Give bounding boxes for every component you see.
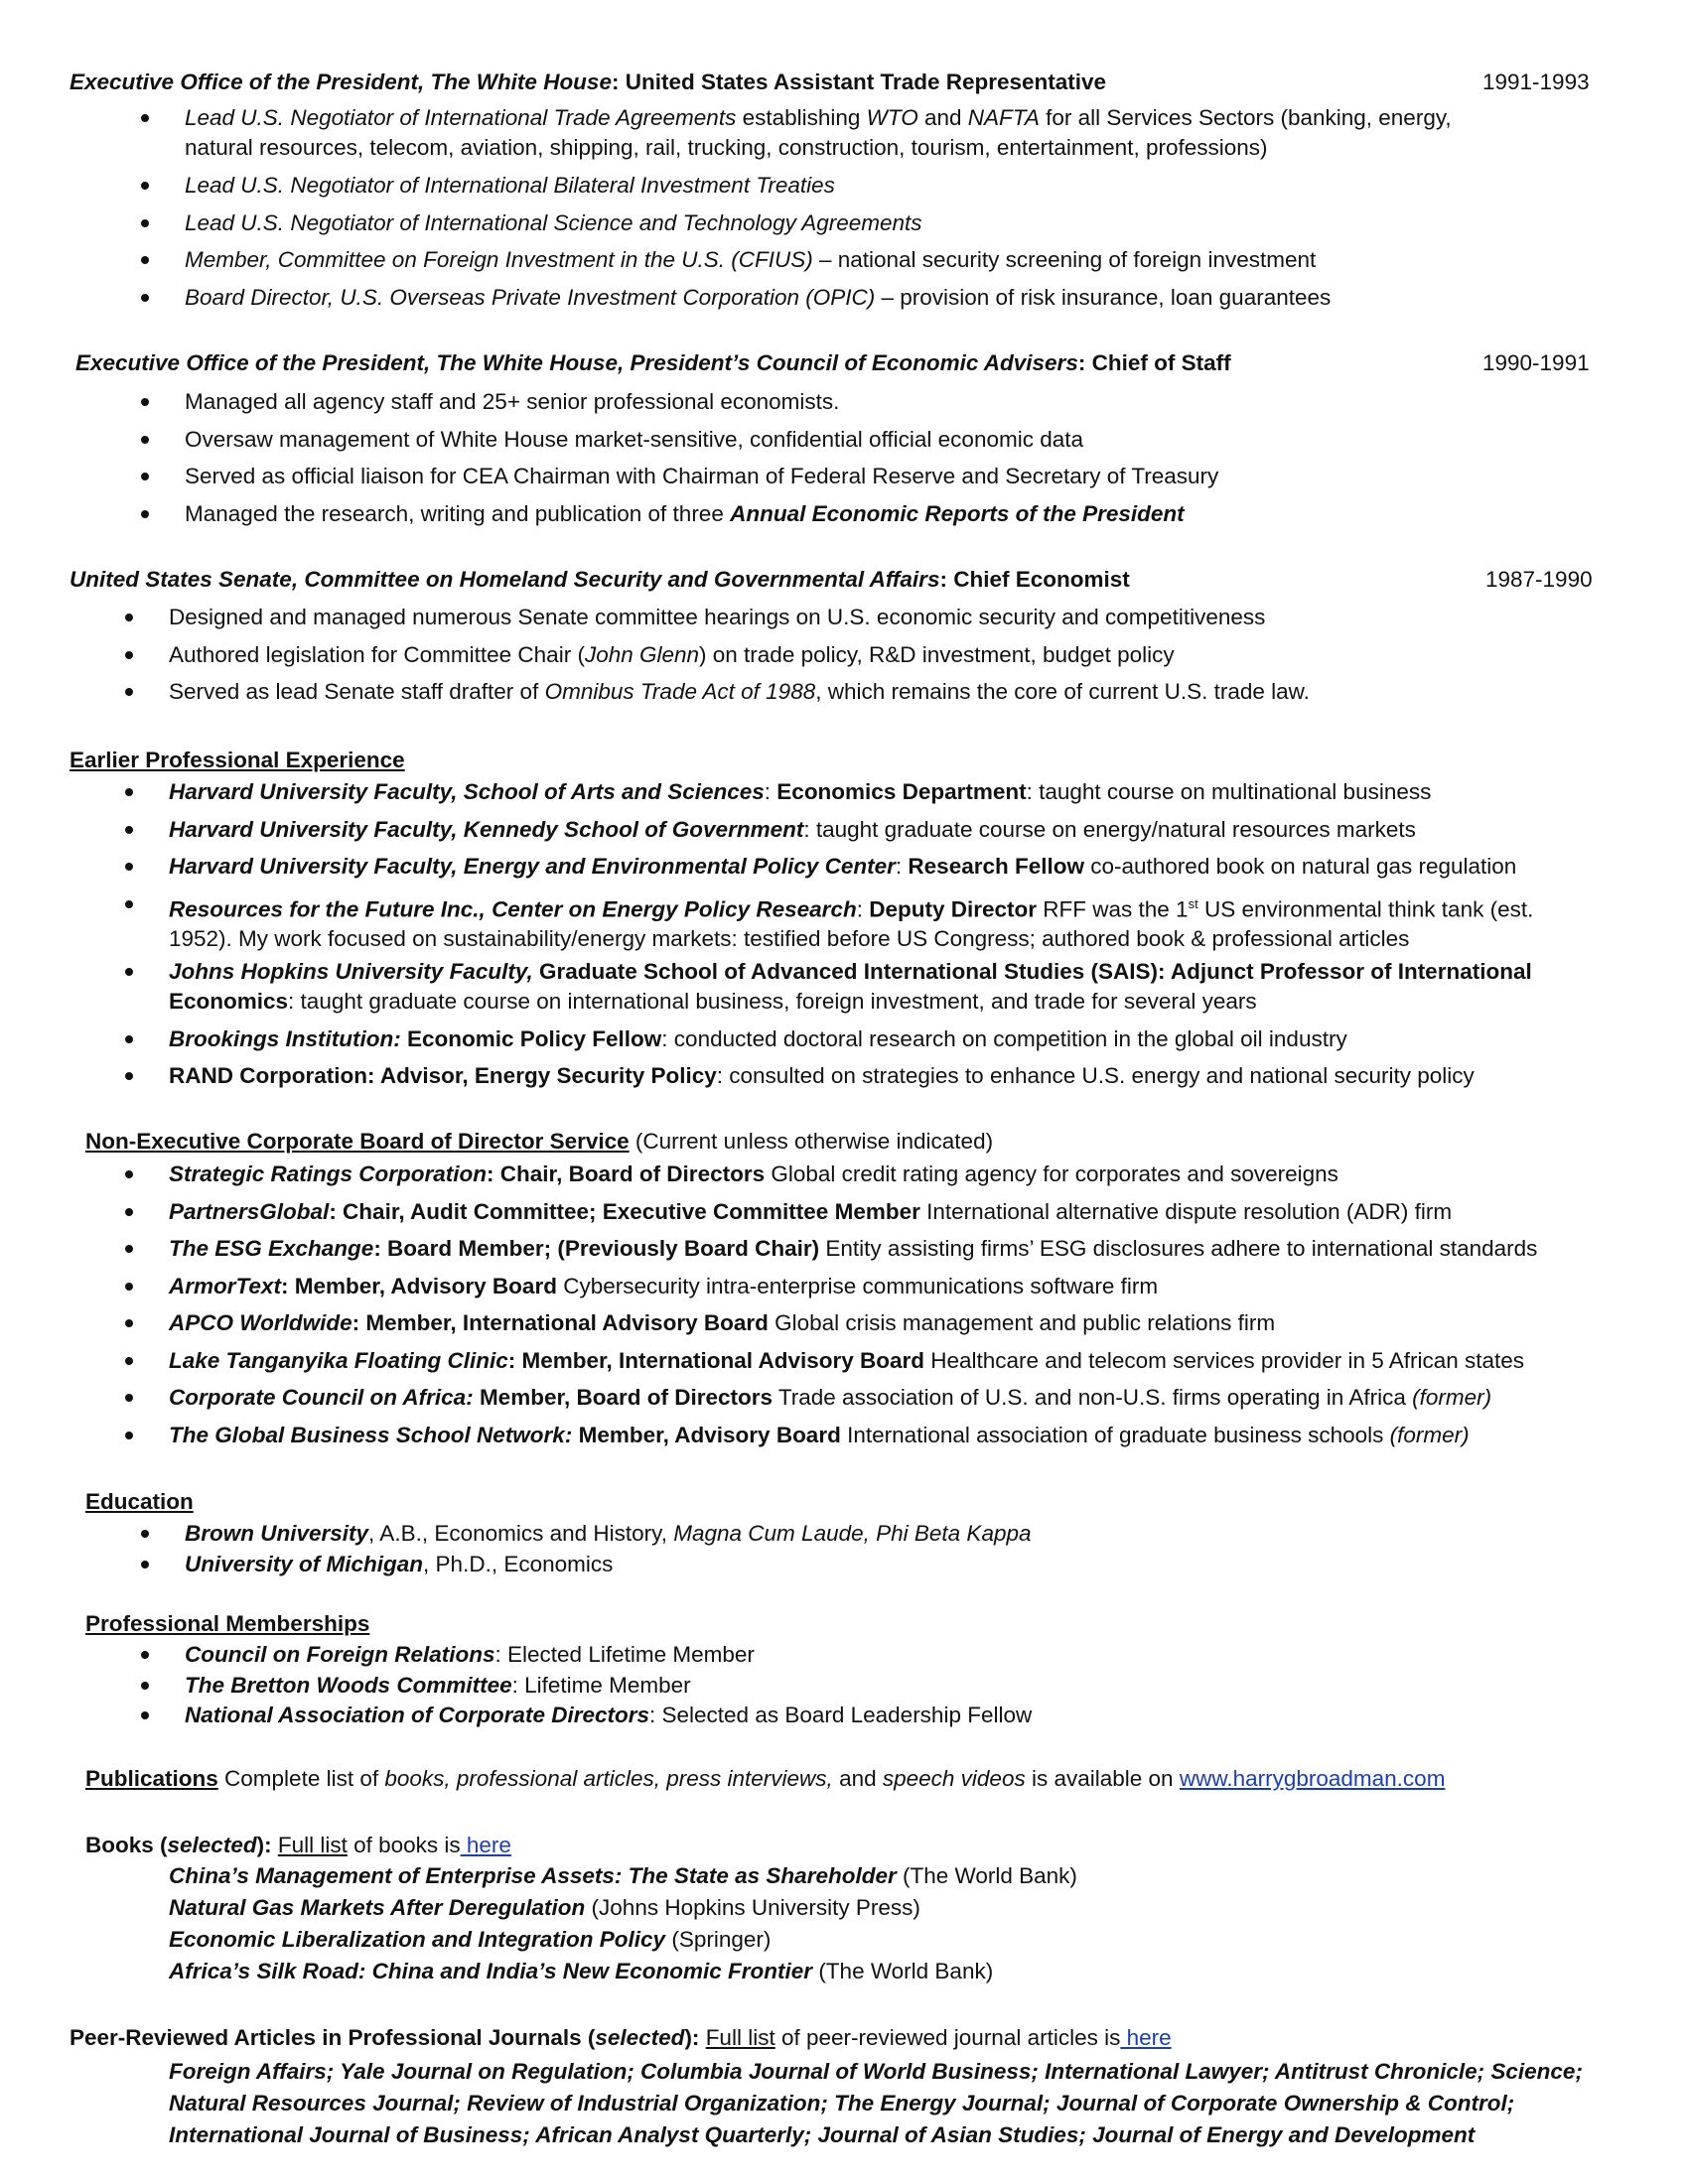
bullet-list bbox=[169, 777, 1579, 1099]
list-item: Johns Hopkins University Faculty, Graduate School of Advanced International Studies (SAIS): Adjunct Professor of International Economics: taught graduate course on international business, foreign investment, and trade for several years bbox=[169, 957, 1579, 1024]
years: 1990-1991 bbox=[1482, 350, 1590, 375]
list-item: APCO Worldwide: Member, International Advisory Board Global crisis management and public relations firm bbox=[169, 1308, 1609, 1346]
years: 1991-1993 bbox=[1482, 69, 1590, 94]
list-item: Harvard University Faculty, Kennedy School of Government: taught graduate course on energy/natural resources markets bbox=[169, 815, 1579, 853]
books-here-link[interactable]: here bbox=[460, 1833, 511, 1857]
list-item: Lead U.S. Negotiator of International Science and Technology Agreements bbox=[185, 208, 1476, 246]
book-item: Africa’s Silk Road: China and India’s New Economic Frontier (The World Bank) bbox=[169, 1959, 994, 1983]
role-title: Chief of Staff bbox=[1091, 350, 1231, 375]
section-title-books: Books bbox=[85, 1833, 154, 1857]
role-title: United States Assistant Trade Representative bbox=[625, 69, 1107, 94]
list-item: Managed all agency staff and 25+ senior professional economists. bbox=[185, 387, 1476, 425]
section-title-education: Education bbox=[85, 1489, 194, 1514]
journals-full-list-link[interactable]: Full list bbox=[705, 2025, 775, 2050]
books-full-list-link[interactable]: Full list bbox=[277, 1833, 348, 1857]
list-item: Member, Committee on Foreign Investment in the U.S. (CFIUS) – national security screening of foreign investment bbox=[185, 245, 1476, 283]
list-item: The ESG Exchange: Board Member; (Previously Board Chair) Entity assisting firms’ ESG disclosures adhere to international standards bbox=[169, 1234, 1609, 1272]
section-note: (Current unless otherwise indicated) bbox=[629, 1129, 994, 1154]
list-item: ArmorText: Member, Advisory Board Cybersecurity intra-enterprise communications software firm bbox=[169, 1272, 1609, 1309]
list-item: The Global Business School Network: Member, Advisory Board International association of graduate business schools (former) bbox=[169, 1421, 1609, 1458]
journal-list-line: Foreign Affairs; Yale Journal on Regulation; Columbia Journal of World Business; International Lawyer; Antitrust Chronicle; Science; bbox=[169, 2059, 1583, 2084]
bullet-list bbox=[185, 1640, 1476, 1731]
journal-list-line: Natural Resources Journal; Review of Industrial Organization; The Energy Journal; Journal of Corporate Ownership & Control; bbox=[169, 2091, 1515, 2116]
list-item: PartnersGlobal: Chair, Audit Committee; Executive Committee Member International alternative dispute resolution (ADR) firm bbox=[169, 1197, 1609, 1235]
list-item: Oversaw management of White House market-sensitive, confidential official economic data bbox=[185, 425, 1476, 463]
list-item: The Bretton Woods Committee: Lifetime Member bbox=[185, 1671, 1476, 1702]
list-item: National Association of Corporate Directors: Selected as Board Leadership Fellow bbox=[185, 1701, 1476, 1731]
list-item: Harvard University Faculty, School of Arts and Sciences: Economics Department: taught course on multinational business bbox=[169, 777, 1579, 815]
list-item: Council on Foreign Relations: Elected Lifetime Member bbox=[185, 1640, 1476, 1671]
years: 1987-1990 bbox=[1485, 567, 1593, 592]
section-title-memberships: Professional Memberships bbox=[85, 1611, 370, 1636]
list-item: Served as official liaison for CEA Chairman with Chairman of Federal Reserve and Secretary of Treasury bbox=[185, 462, 1476, 499]
list-item: University of Michigan, Ph.D., Economics bbox=[185, 1550, 1476, 1580]
role-title: Chief Economist bbox=[953, 567, 1130, 592]
books-heading: Books (selected): Full list of books is here bbox=[85, 1833, 511, 1857]
bullet-list bbox=[185, 387, 1476, 536]
bullet-list bbox=[185, 103, 1476, 320]
list-item: Board Director, U.S. Overseas Private Investment Corporation (OPIC) – provision of risk insurance, loan guarantees bbox=[185, 283, 1476, 321]
book-item: Natural Gas Markets After Deregulation (Johns Hopkins University Press) bbox=[169, 1895, 920, 1920]
list-item: Strategic Ratings Corporation: Chair, Board of Directors Global credit rating agency for corporates and sovereigns bbox=[169, 1160, 1609, 1197]
list-item: RAND Corporation: Advisor, Energy Security Policy: consulted on strategies to enhance U.S. energy and national security policy bbox=[169, 1061, 1579, 1099]
publications-line: Publications Complete list of books, professional articles, press interviews, and speech videos is available on www.harrygbroadman.com bbox=[85, 1766, 1446, 1791]
list-item: Managed the research, writing and publication of three Annual Economic Reports of the President bbox=[185, 499, 1476, 537]
list-item: Designed and managed numerous Senate committee hearings on U.S. economic security and competitiveness bbox=[169, 603, 1479, 640]
section-title-publications: Publications bbox=[85, 1766, 218, 1791]
list-item: Served as lead Senate staff drafter of Omnibus Trade Act of 1988, which remains the core of current U.S. trade law. bbox=[169, 677, 1479, 715]
bullet-list bbox=[185, 1519, 1476, 1579]
journals-heading: Peer-Reviewed Articles in Professional Journals (selected): Full list of peer-reviewed journal articles is here bbox=[70, 2025, 1172, 2050]
org-name: United States Senate, Committee on Homeland Security and Governmental Affairs bbox=[70, 567, 940, 592]
bullet-list bbox=[169, 603, 1479, 715]
section-title: Non-Executive Corporate Board of Director Service bbox=[85, 1129, 630, 1154]
list-item: Lead U.S. Negotiator of International Bilateral Investment Treaties bbox=[185, 171, 1476, 208]
list-item: Lead U.S. Negotiator of International Trade Agreements establishing WTO and NAFTA for all Services Sectors (banking, energy, natural resources, telecom, aviation, shipping, rail, trucking, construction, tourism, entertainment, professions) bbox=[185, 103, 1476, 171]
book-item: Economic Liberalization and Integration Policy (Springer) bbox=[169, 1927, 772, 1952]
list-item: Resources for the Future Inc., Center on Energy Policy Research: Deputy Director RFF was the 1st US environmental think tank (est. 1952). My work focused on sustainability/energy markets: testified before US Congress; authored book & professional articles bbox=[169, 889, 1579, 957]
journal-list-line: International Journal of Business; African Analyst Quarterly; Journal of Asian Studies; Journal of Energy and Development bbox=[169, 2122, 1476, 2147]
section-heading-board-service bbox=[85, 1129, 993, 1155]
section-title-journals: Peer-Reviewed Articles in Professional Journals bbox=[70, 2025, 582, 2050]
journals-here-link[interactable]: here bbox=[1120, 2025, 1172, 2050]
list-item: Lake Tanganyika Floating Clinic: Member, International Advisory Board Healthcare and telecom services provider in 5 African states bbox=[169, 1346, 1609, 1384]
website-link[interactable]: www.harrygbroadman.com bbox=[1179, 1766, 1446, 1791]
list-item: Corporate Council on Africa: Member, Board of Directors Trade association of U.S. and non-U.S. firms operating in Africa (former) bbox=[169, 1383, 1609, 1421]
list-item: Authored legislation for Committee Chair (John Glenn) on trade policy, R&D investment, budget policy bbox=[169, 640, 1479, 678]
list-item: Harvard University Faculty, Energy and Environmental Policy Center: Research Fellow co-authored book on natural gas regulation bbox=[169, 852, 1579, 889]
book-item: China’s Management of Enterprise Assets: The State as Shareholder (The World Bank) bbox=[169, 1863, 1077, 1888]
section-title-earlier-experience: Earlier Professional Experience bbox=[70, 748, 405, 772]
list-item: Brown University, A.B., Economics and History, Magna Cum Laude, Phi Beta Kappa bbox=[185, 1519, 1476, 1550]
section-heading-ustr: Executive Office of the President, The White House: United States Assistant Trade Representative bbox=[70, 69, 1107, 94]
section-heading-cea: Executive Office of the President, The White House, President’s Council of Economic Advisers: Chief of Staff bbox=[75, 350, 1231, 375]
org-name: Executive Office of the President, The White House bbox=[70, 69, 612, 94]
org-name: Executive Office of the President, The White House, President’s Council of Economic Advisers bbox=[75, 350, 1078, 375]
section-heading-senate: United States Senate, Committee on Homeland Security and Governmental Affairs: Chief Economist bbox=[70, 567, 1130, 592]
list-item: Brookings Institution: Economic Policy Fellow: conducted doctoral research on competition in the global oil industry bbox=[169, 1024, 1579, 1062]
bullet-list bbox=[169, 1160, 1609, 1457]
